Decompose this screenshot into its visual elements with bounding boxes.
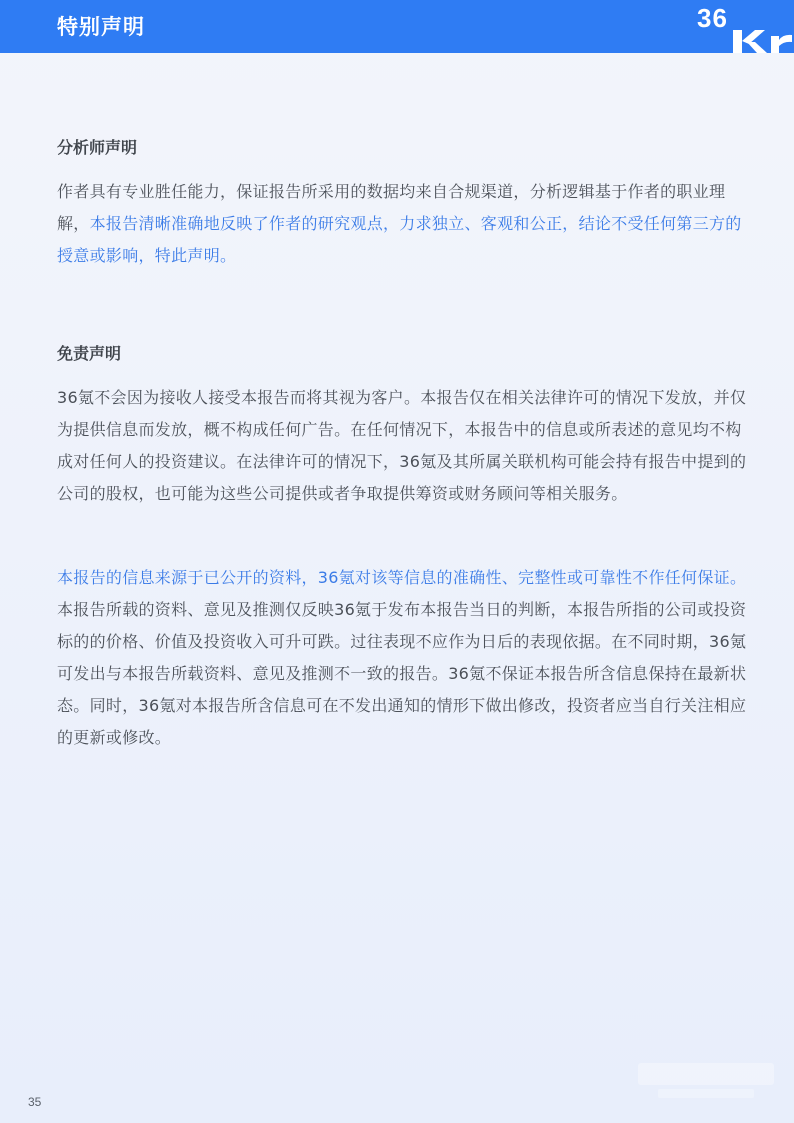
disclaimer-text-normal: 本报告所载的资料、意见及推测仅反映36氪于发布本报告当日的判断，本报告所指的公司或投资标的的价格、价值及投资收入可升可跌。过往表现不应作为日后的表现依据。在不同时期，36氪可发出与本报告所载资料、意见及推测不一致的报告。36氪不保证本报告所含信息保持在最新状态。同时，36氪对本报告所含信息可在不发出通知的情形下做出修改，投资者应当自行关注相应的更新或修改。 (57, 600, 747, 747)
disclaimer-heading: 免责声明 (57, 344, 122, 363)
page-title: 特别声明 (57, 15, 145, 39)
watermark-logo (636, 1057, 776, 1105)
svg-text:36: 36 (697, 3, 728, 33)
page-number: 35 (28, 1095, 42, 1109)
analyst-statement-text (57, 176, 747, 272)
disclaimer-paragraph-1: 36氪不会因为接收人接受本报告而将其视为客户。本报告仅在相关法律许可的情况下发放，并仅为提供信息而发放，概不构成任何广告。在任何情况下，本报告中的信息或所表述的意见均不构成对任何人的投资建议。在法律许可的情况下，36氪及其所属关联机构可能会持有报告中提到的公司的股权，也可能为这些公司提供或者争取提供筹资或财务顾问等相关服务。 (57, 388, 747, 503)
disclaimer-paragraph-2 (57, 562, 747, 754)
36kr-logo (689, 0, 794, 53)
disclaimer-text-highlight: 本报告的信息来源于已公开的资料，36氪对该等信息的准确性、完整性或可靠性不作任何保证。 (57, 568, 747, 587)
analyst-statement-heading: 分析师声明 (57, 138, 138, 157)
analyst-text-highlight: 本报告清晰准确地反映了作者的研究观点，力求独立、客观和公正，结论不受任何第三方的授意或影响，特此声明。 (57, 214, 742, 265)
header-bar (0, 0, 794, 53)
analyst-text-normal: 作者具有专业胜任能力，保证报告所采用的数据均来自合规渠道，分析逻辑基于作者的职业理解， (57, 182, 726, 233)
